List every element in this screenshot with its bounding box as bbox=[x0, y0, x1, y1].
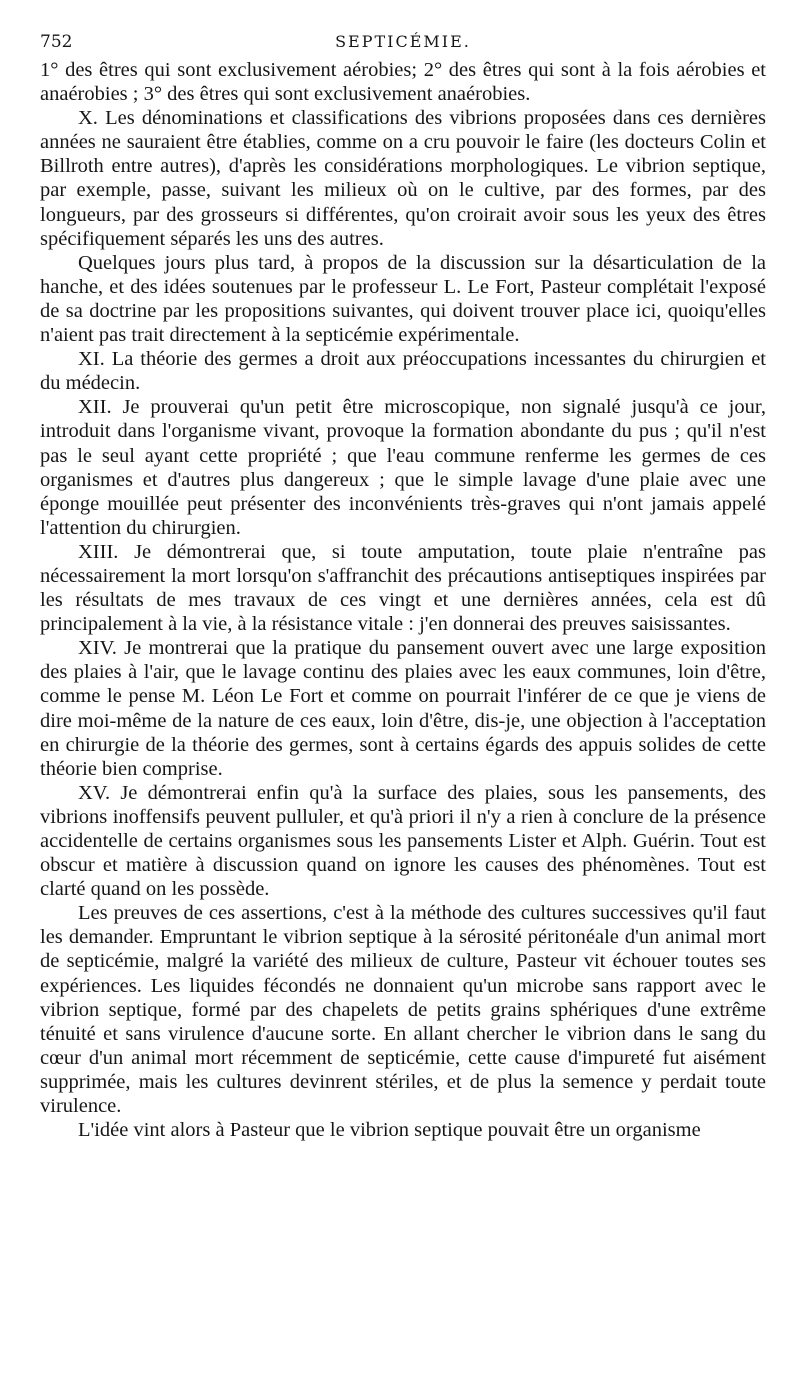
paragraph-lidee: L'idée vint alors à Pasteur que le vibrion septique pouvait être un organisme bbox=[78, 1119, 701, 1142]
paragraph-xi: XI. La théorie des germes a droit aux préoccupations incessantes du chirurgien et du médecin. bbox=[40, 348, 766, 395]
paragraph-x: X. Les dénominations et classifications des vibrions proposées dans ces dernières années ne sauraient être établies, comme on a cru pouvoir le faire (les docteurs Colin et Billroth entre autres), d'après les considérations morphologiques. Le vibrion septique, par exemple, passe, suivant les milieux où on le cultive, par des formes, par des longueurs, par des grosseurs si différentes, qu'on croirait avoir sous les yeux des êtres spécifiquement séparés les uns des autres. bbox=[40, 107, 766, 250]
running-head bbox=[40, 28, 766, 58]
paragraph-aerobies: 1° des êtres qui sont exclusivement aérobies; 2° des êtres qui sont à la fois aérobies et anaérobies ; 3° des êtres qui sont exclusivement anaérobies. bbox=[40, 59, 766, 106]
paragraph-les-preuves: Les preuves de ces assertions, c'est à la méthode des cultures successives qu'il faut les demander. Empruntant le vibrion septique à la sérosité péritonéale d'un animal mort de septicémie, malgré la variété des milieux de culture, Pasteur vit échouer toutes ses expériences. Les liquides fécondés ne donnaient qu'un microbe sans rapport avec le vibrion septique, formé par des chapelets de petits grains sphériques d'une extrême ténuité et sans virulence d'aucune sorte. En allant chercher le vibrion dans le sang du cœur d'un animal mort récemment de septicémie, cette cause d'impureté fut aisément supprimée, mais les cultures devinrent stériles, et de plus la semence y perdait toute virulence. bbox=[40, 902, 766, 1118]
running-title: SEPTICÉMIE. bbox=[335, 32, 471, 51]
paragraph-xii: XII. Je prouverai qu'un petit être microscopique, non signalé jusqu'à ce jour, introduit dans l'organisme vivant, provoque la formation abondante du pus ; qu'il n'est pas le seul ayant cette propriété ; que l'eau commune renferme les germes de ces organismes et d'autres plus dangereux ; que le simple lavage d'une plaie avec une éponge mouillée peut présenter des inconvénients très-graves qui n'ont jamais appelé l'attention du chirurgien. bbox=[40, 396, 766, 539]
paragraph-xiii: XIII. Je démontrerai que, si toute amputation, toute plaie n'entraîne pas nécessairement la mort lorsqu'on s'affranchit des précautions antiseptiques inspirées par les résultats de mes travaux de ces vingt et une dernières années, cela est dû principalement à la vie, à la résistance vitale : j'en donnerai des preuves saisissantes. bbox=[40, 540, 766, 636]
paragraph-xiv: XIV. Je montrerai que la pratique du pansement ouvert avec une large exposition des plaies à l'air, que le lavage continu des plaies avec les eaux communes, loin d'être, comme le pense M. Léon Le Fort et comme on pourrait l'inférer de ce que je viens de dire moi-même de la nature de ces eaux, loin d'être, dis-je, une objection à l'acceptation en chirurgie de la théorie des germes, sont à certains égards des appuis solides de cette théorie bien comprise. bbox=[40, 637, 766, 780]
body-text bbox=[40, 58, 766, 1142]
paragraph-quelques-jours: Quelques jours plus tard, à propos de la discussion sur la désarticulation de la hanche, et des idées soutenues par le professeur L. Le Fort, Pasteur complétait l'exposé de sa doctrine par les propositions suivantes, qui doivent trouver place ici, quoiqu'elles n'aient pas trait directement à la septicémie expérimentale. bbox=[40, 251, 766, 347]
page-number: 752 bbox=[40, 32, 73, 52]
paragraph-xv: XV. Je démontrerai enfin qu'à la surface des plaies, sous les pansements, des vibrions inoffensifs peuvent pulluler, et qu'à priori il n'y a rien à conclure de la présence accidentelle de certains organismes sous les pansements Lister et Alph. Guérin. Tout est obscur et matière à discussion quand on ignore les causes des phénomènes. Tout est clarté quand on les possède. bbox=[40, 781, 766, 901]
